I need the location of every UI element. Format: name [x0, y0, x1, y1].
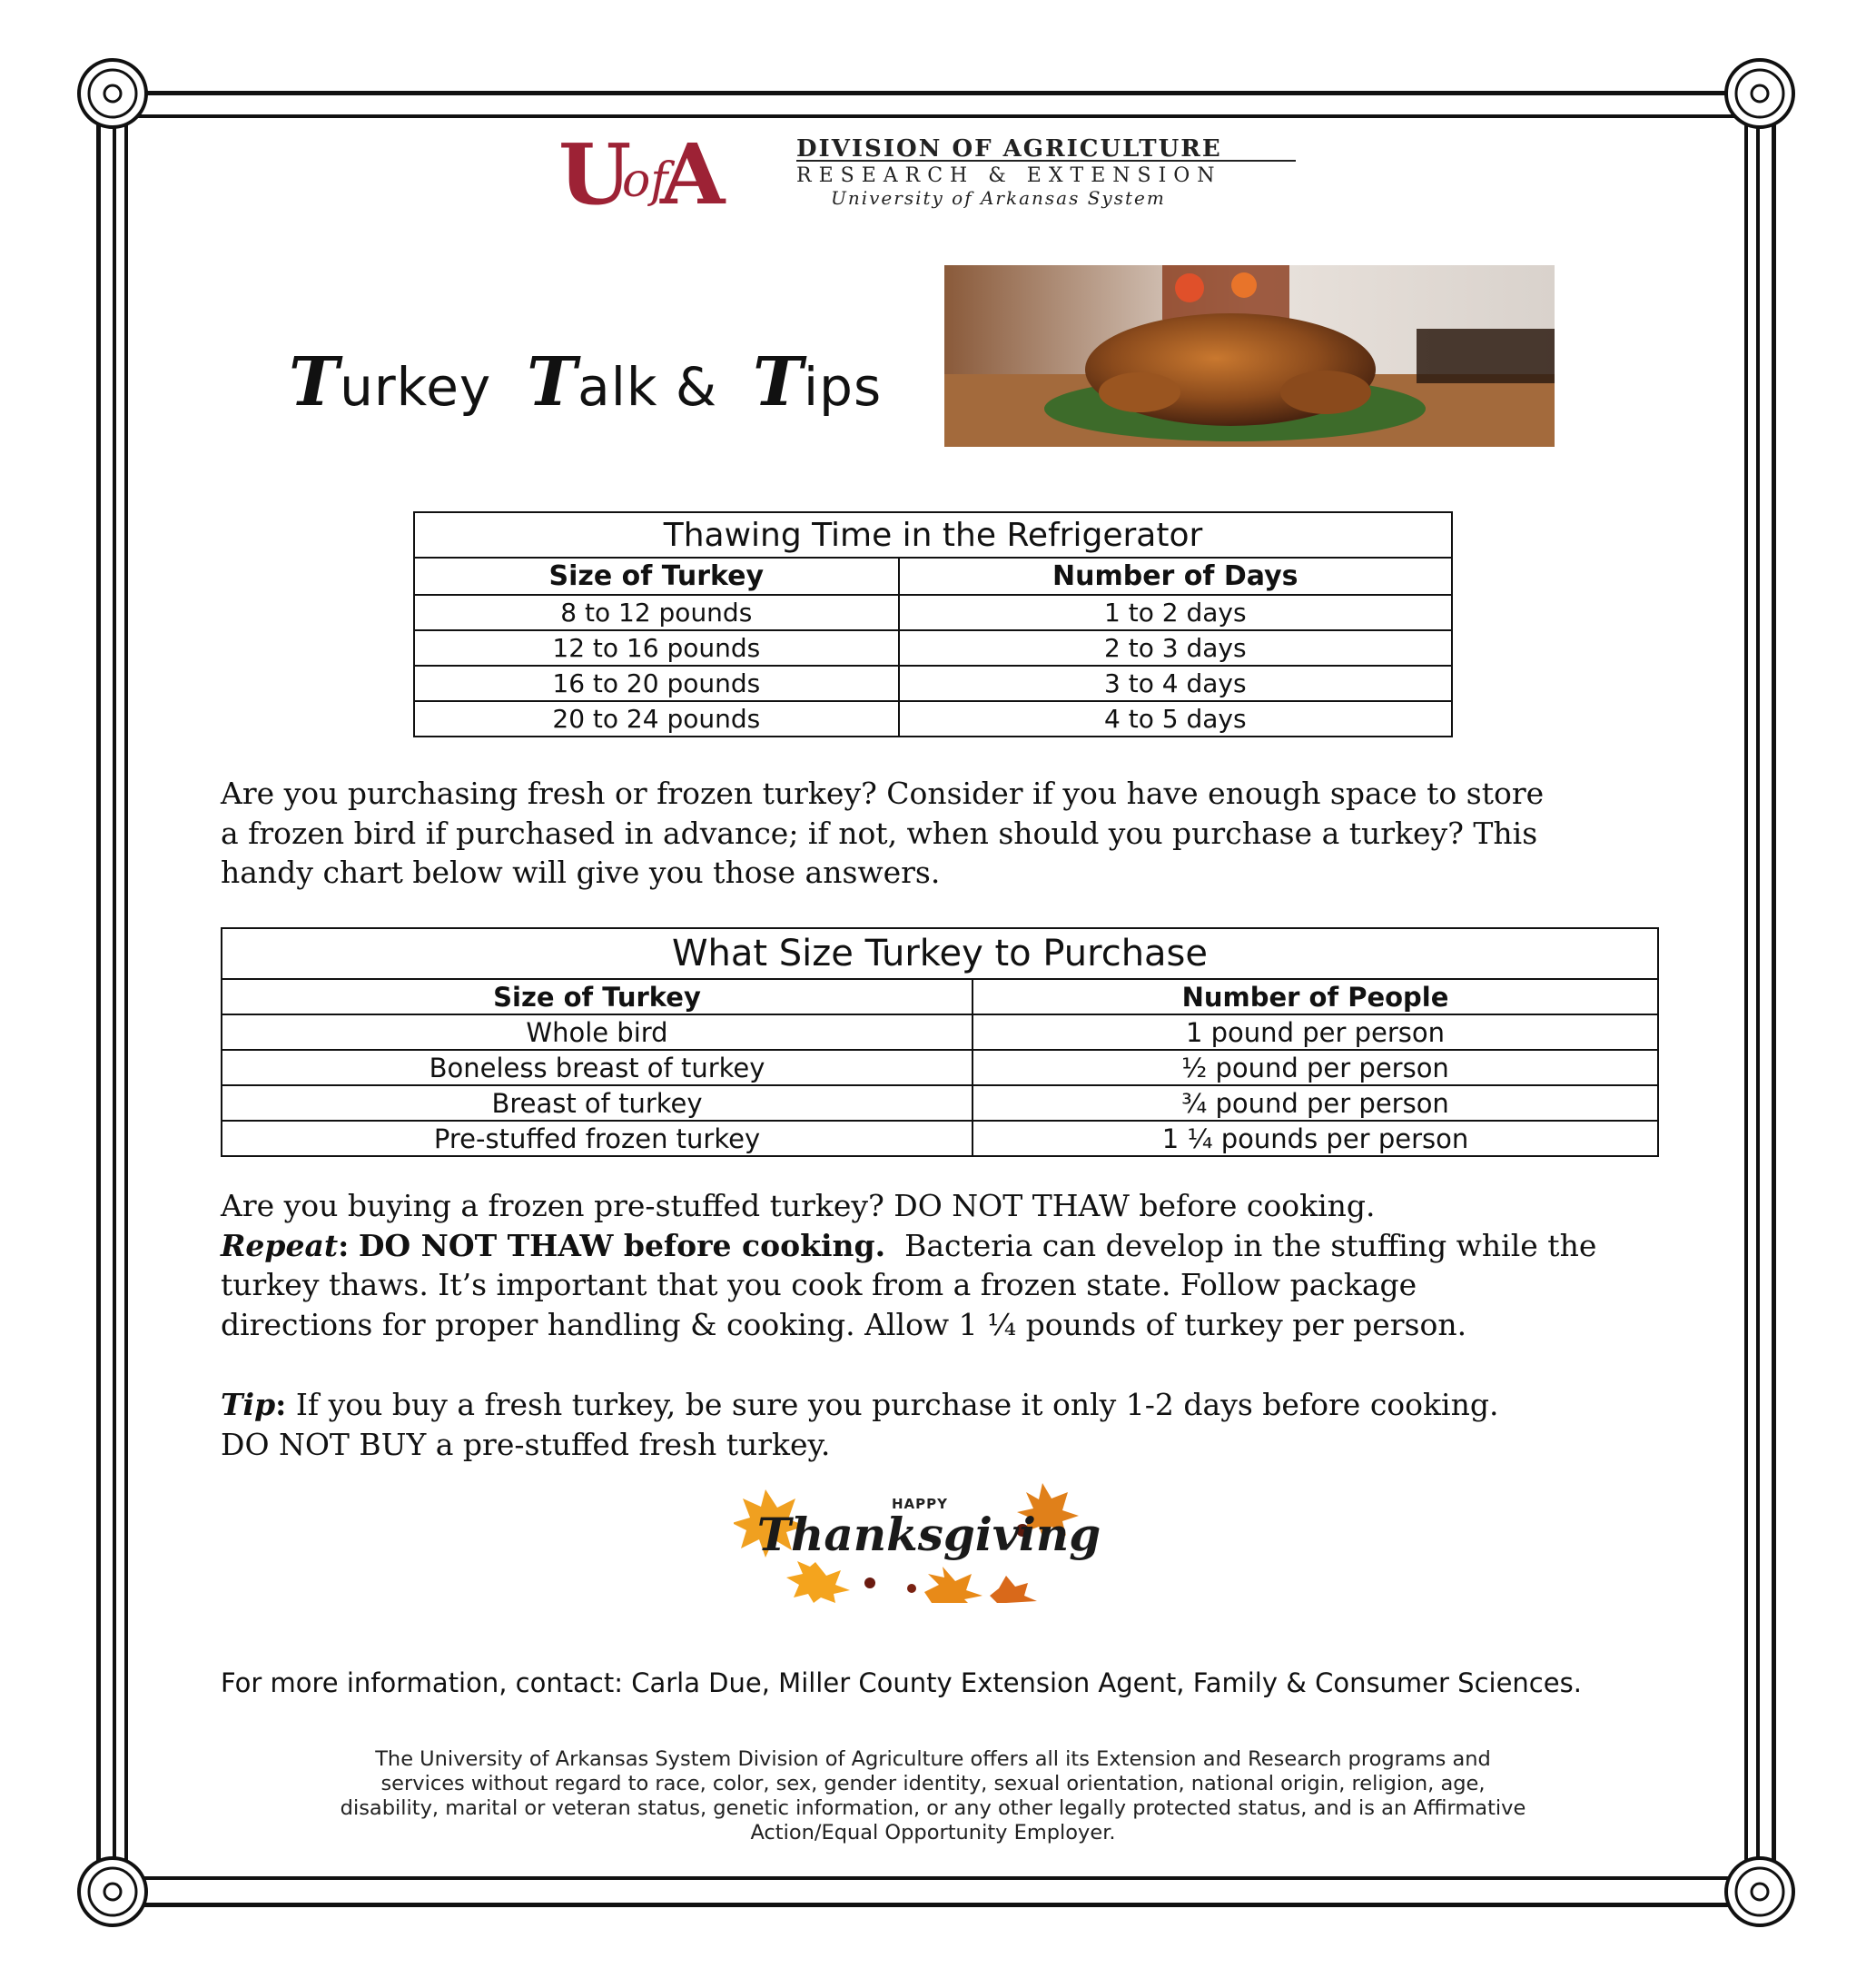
table-cell: 1 ¼ pounds per person	[973, 1121, 1658, 1156]
table-cell: Pre-stuffed frozen turkey	[222, 1121, 973, 1156]
table-cell: Whole bird	[222, 1014, 973, 1050]
paragraph-line: Repeat: DO NOT THAW before cooking. Bacteria can develop in the stuffing while the	[221, 1227, 1597, 1263]
table-caption: What Size Turkey to Purchase	[222, 928, 1658, 979]
table-caption: Thawing Time in the Refrigerator	[414, 512, 1452, 558]
table-cell: Breast of turkey	[222, 1085, 973, 1121]
table-row	[414, 630, 1452, 666]
pre-stuffed-paragraph	[221, 1186, 1660, 1344]
table-cell: Boneless breast of turkey	[222, 1050, 973, 1085]
table-cell: ½ pound per person	[973, 1050, 1658, 1085]
thanksgiving-label: Thanksgiving	[756, 1508, 1101, 1561]
paragraph-line: Are you buying a frozen pre-stuffed turkey? DO NOT THAW before cooking.	[221, 1188, 1376, 1223]
turkey-size-table	[221, 927, 1659, 1157]
happy-label: HAPPY	[891, 1496, 949, 1512]
column-header: Number of People	[973, 979, 1658, 1014]
corner-ornament-icon	[75, 1854, 150, 1929]
logo-line-research: RESEARCH & EXTENSION	[796, 164, 1222, 187]
table-row	[222, 1085, 1658, 1121]
page-border-edge-right	[1756, 118, 1760, 1871]
happy-thanksgiving-graphic	[734, 1476, 1124, 1603]
table-row	[222, 1014, 1658, 1050]
table-cell: 12 to 16 pounds	[414, 630, 899, 666]
corner-ornament-icon	[75, 56, 150, 131]
paragraph-line: handy chart below will give you those answers.	[221, 855, 941, 890]
disclaimer-line: disability, marital or veteran status, genetic information, or any other legally protected status, and is an Affirmative	[340, 1796, 1526, 1820]
disclaimer-line: The University of Arkansas System Division of Agriculture offers all its Extension and Research programs and	[375, 1747, 1491, 1771]
paragraph-line: Are you purchasing fresh or frozen turkey? Consider if you have enough space to store	[221, 776, 1545, 811]
table-cell: 8 to 12 pounds	[414, 595, 899, 630]
thawing-time-table	[413, 511, 1453, 737]
paragraph-line: a frozen bird if purchased in advance; if not, when should you purchase a turkey? This	[221, 815, 1538, 851]
table-row	[222, 1121, 1658, 1156]
table-cell: ¾ pound per person	[973, 1085, 1658, 1121]
tip-paragraph	[221, 1385, 1660, 1464]
column-header: Number of Days	[899, 558, 1452, 595]
table-cell: 20 to 24 pounds	[414, 701, 899, 737]
contact-info: For more information, contact: Carla Due, Miller County Extension Agent, Family & Consumer Sciences.	[221, 1667, 1582, 1698]
page-title: Turkey Talk & Tips	[289, 343, 883, 421]
intro-paragraph	[221, 774, 1660, 893]
uofa-division-logo	[558, 134, 1303, 213]
table-cell: 16 to 20 pounds	[414, 666, 899, 701]
table-cell: 2 to 3 days	[899, 630, 1452, 666]
paragraph-line: directions for proper handling & cooking. Allow 1 ¼ pounds of turkey per person.	[221, 1306, 1467, 1342]
svg-text:of: of	[622, 153, 668, 208]
logo-line-division: DIVISION OF AGRICULTURE	[796, 135, 1222, 163]
column-header: Size of Turkey	[222, 979, 973, 1014]
table-cell: 1 pound per person	[973, 1014, 1658, 1050]
page-border-edge-left	[113, 118, 116, 1871]
paragraph-line: DO NOT BUY a pre-stuffed fresh turkey.	[221, 1426, 831, 1462]
disclaimer-line: Action/Equal Opportunity Employer.	[750, 1821, 1116, 1845]
disclaimer-line: services without regard to race, color, sex, gender identity, sexual orientation, national origin, religion, age,	[380, 1772, 1486, 1795]
table-cell: 1 to 2 days	[899, 595, 1452, 630]
roast-turkey-photo	[944, 265, 1555, 447]
table-row	[414, 666, 1452, 701]
paragraph-line: turkey thaws. It’s important that you cook from a frozen state. Follow package	[221, 1267, 1417, 1302]
table-row	[414, 595, 1452, 630]
logo-line-system: University of Arkansas System	[831, 187, 1166, 209]
eeo-disclaimer	[272, 1747, 1594, 1845]
table-row	[414, 701, 1452, 737]
table-cell: 4 to 5 days	[899, 701, 1452, 737]
paragraph-line: Tip: If you buy a fresh turkey, be sure you purchase it only 1-2 days before cooking.	[221, 1387, 1499, 1422]
column-header: Size of Turkey	[414, 558, 899, 595]
svg-text:A: A	[660, 134, 726, 213]
svg-text:U: U	[558, 134, 632, 213]
table-row	[222, 1050, 1658, 1085]
corner-ornament-icon	[1723, 1854, 1797, 1929]
table-cell: 3 to 4 days	[899, 666, 1452, 701]
corner-ornament-icon	[1723, 56, 1797, 131]
